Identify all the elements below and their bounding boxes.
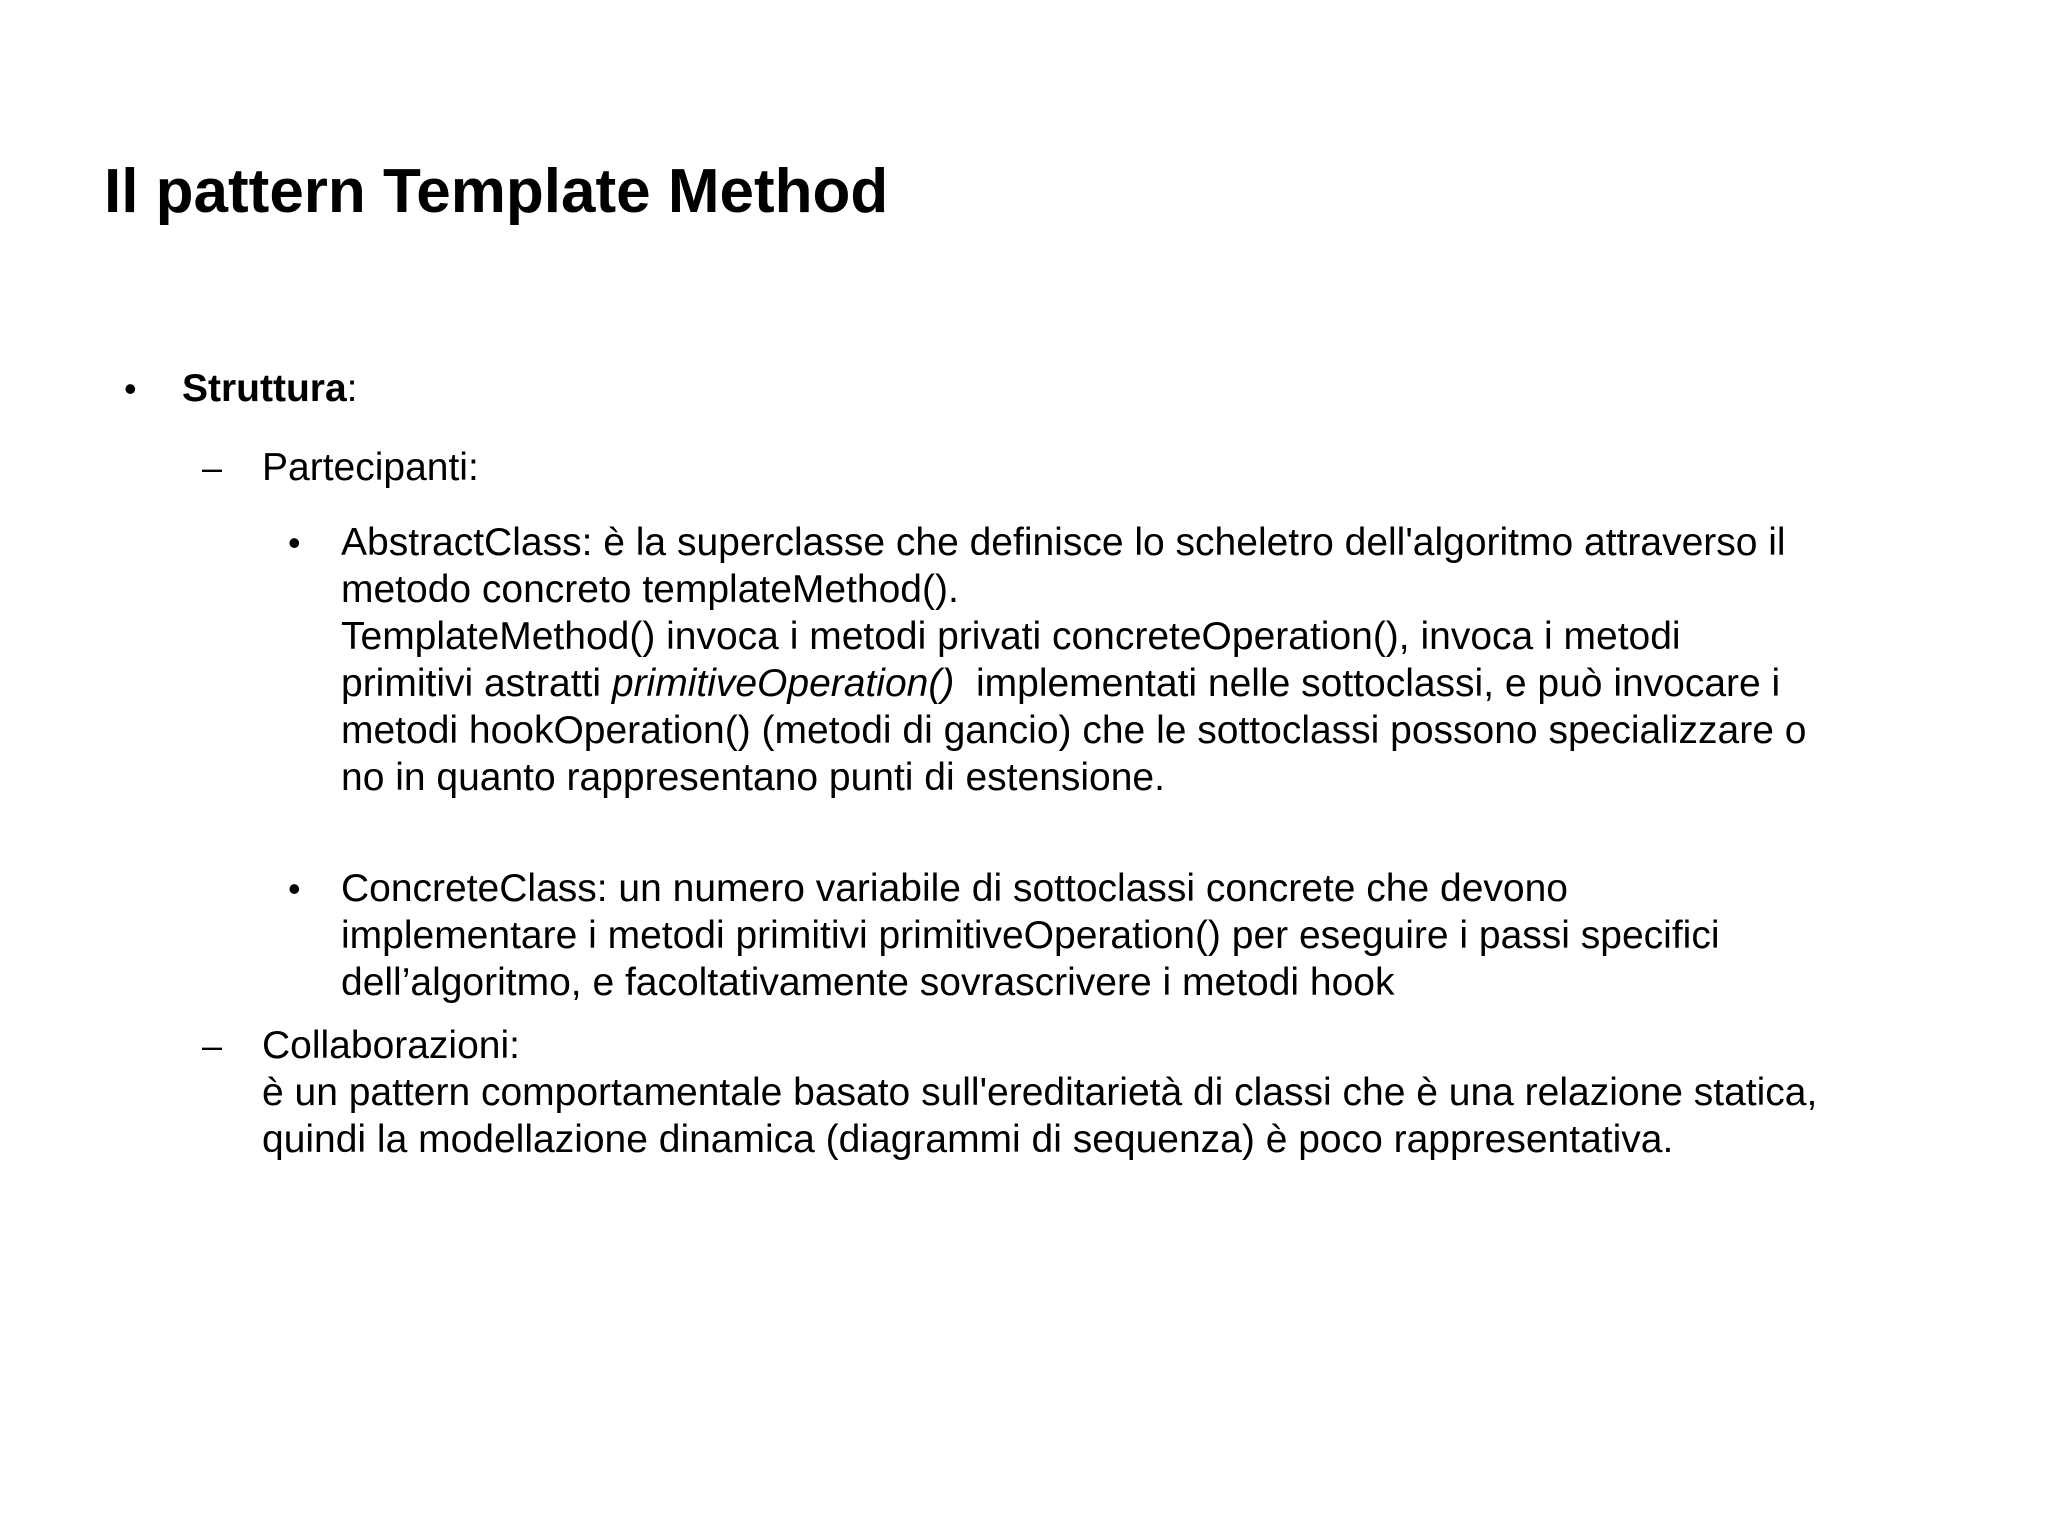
struttura-suffix: : [346,367,358,410]
abstract-class-line-4-pre: primitivi astratti [341,662,612,705]
abstract-class-item [341,519,1961,801]
abstract-class-line-4-post: implementati nelle sottoclassi, e può invocare i [954,662,1781,705]
abstract-class-line-5: metodi hookOperation() (metodi di gancio) che le sottoclassi possono specializzare o [341,709,1807,752]
abstract-class-line-4 [341,660,1961,707]
struttura-item [182,365,358,412]
primitive-operation-italic: primitiveOperation() [611,662,955,705]
collaborazioni-line-1: è un pattern comportamentale basato sull'ereditarietà di classi che è una relazione statica, [262,1071,1818,1114]
collaborazioni-label: Collaborazioni: [262,1024,520,1067]
concrete-class-line-3: dell’algoritmo, e facoltativamente sovrascrivere i metodi hook [341,961,1395,1004]
bullet-abstract-class: • [288,522,301,563]
concrete-class-line-2: implementare i metodi primitivi primitiveOperation() per eseguire i passi specifici [341,914,1720,957]
slide-title: Il pattern Template Method [104,157,889,226]
bullet-concrete-class: • [288,868,301,909]
collaborazioni-item [262,1022,1962,1163]
concrete-class-item [341,865,1961,1006]
dash-partecipanti: – [202,447,223,488]
partecipanti-item [262,444,1962,491]
partecipanti-label: Partecipanti: [262,446,479,489]
abstract-class-line-2: metodo concreto templateMethod(). [341,568,959,611]
abstract-class-line-6: no in quanto rappresentano punti di estensione. [341,756,1165,799]
dash-collaborazioni: – [202,1025,223,1066]
collaborazioni-line-2: quindi la modellazione dinamica (diagrammi di sequenza) è poco rappresentativa. [262,1118,1674,1161]
abstract-class-line-3: TemplateMethod() invoca i metodi privati concreteOperation(), invoca i metodi [341,615,1681,658]
struttura-label: Struttura [182,367,347,410]
abstract-class-line-1: AbstractClass: è la superclasse che definisce lo scheletro dell'algoritmo attraverso il [341,521,1786,564]
bullet-struttura: • [124,368,137,409]
concrete-class-line-1: ConcreteClass: un numero variabile di sottoclassi concrete che devono [341,867,1568,910]
